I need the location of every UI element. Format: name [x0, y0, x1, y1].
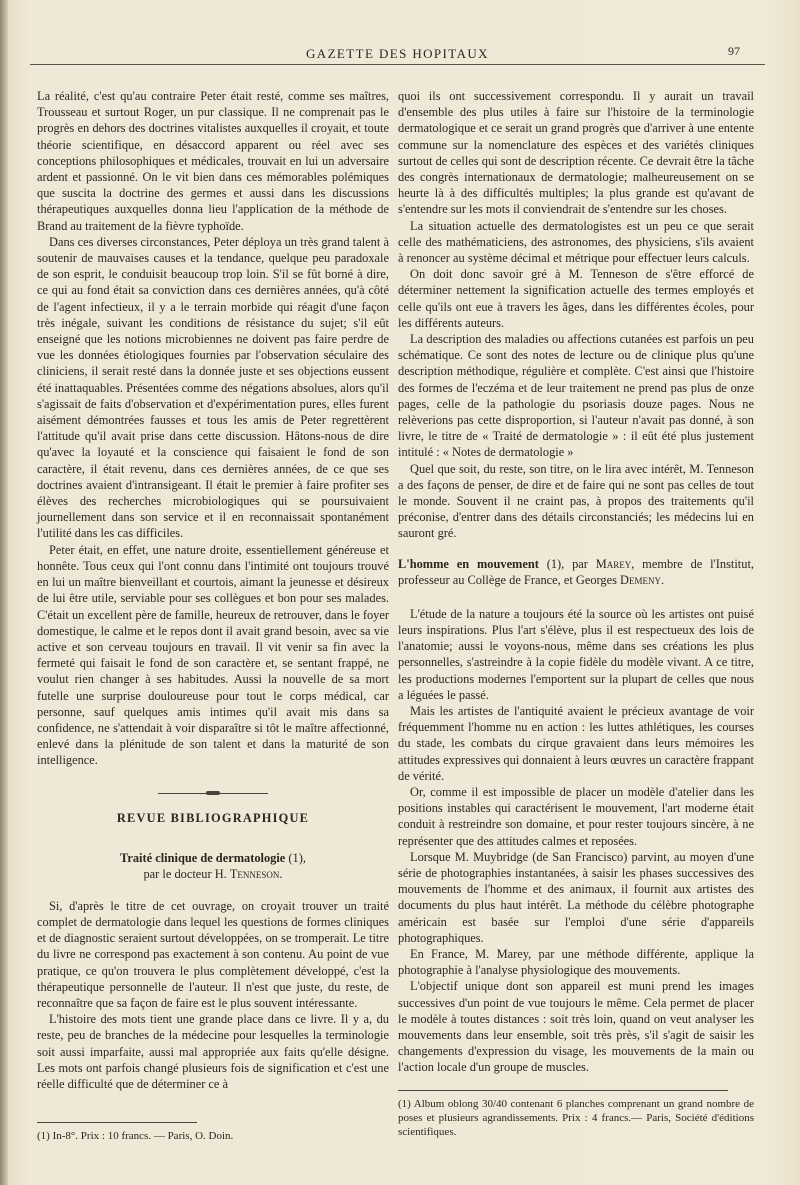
review-author: Demeny [620, 572, 661, 587]
paragraph: Peter était, en effet, une nature droite, essentiellement généreuse et honnête. Tous ceux qui l'ont connu dans l'intimité ont toujours trouvé en lui un maître bienveillant et courtois, aimant la jeunesse et désireux de lui être utile, serviable pour ses collègues et bon pour ses malades. C'était un excellent père de famille, heureux de retrouver, dans le foyer domestique, le calme et le repos dont il avait grand besoin, avec sa vie active et son cerveau toujours en travail. Il vit venir sa fin avec la fermeté qui faisait le fond de son caractère et, se sentant frappé, ne voulut rien changer à ses habitudes. Aussi la nouvelle de sa mort futelle une surprise douloureuse pour tout le corps médical, car personne, sauf quelques amis intimes qu'il avait mis dans sa confidence, ne s'attendait à voir disparaître si tôt le maître affectionné, enlevé dans la plénitude de son talent et dans la maturité de son intelligence. [37, 542, 389, 768]
left-column [37, 88, 389, 1143]
paragraph: L'objectif unique dont son appareil est muni prend les images successives d'un point de vue toujours le même. Cela permet de placer le modèle à toutes distances : soit très loin, quand on veut analyser les mouvements dans leur ensemble, soit très près, s'il s'agit de saisir les changements d'expression du visage, les mouvements de la main ou l'action locale d'un groupe de muscles. [398, 979, 754, 1075]
footnote: (1) In-8°. Prix : 10 francs. — Paris, O. Doin. [37, 1130, 234, 1143]
section-title: REVUE BIBLIOGRAPHIQUE [116, 810, 310, 825]
footnote: (1) Album oblong 30/40 contenant 6 planches comprenant un grand nombre de poses et plusieurs agrandissements. Prix : 4 francs.— Paris, Société d'éditions scientifiques. [398, 1097, 754, 1138]
review-author-end: . [661, 572, 665, 587]
running-title: GAZETTE DES HOPITAUX [306, 46, 489, 61]
paragraph: Quel que soit, du reste, son titre, on le lira avec intérêt, M. Tenneson a des façons de penser, de dire et de faire qui ne sont pas celles de tout le monde. Souvent il ne craint pas, à propos des traitements qu'il préconise, d'entrer dans des détails circonstanciés; les médecins lui en sauront gré. [398, 461, 754, 541]
paragraph: La description des maladies ou affections cutanées est parfois un peu schématique. Ce sont des notes de lecture ou de clinique plus qu'une description méthodique, régulière et complète. C'est ainsi que l'histoire des formes de l'eczéma et de leur traitement ne prend pas plus de onze pages, celle de la pathologie du psoriasis douze pages. Nous ne relèverions pas cette disproportion, si l'auteur n'avait pas donné, à son livre, le titre de « Traité de dermatologie » : il eût été plus justement intitulé : « Notes de dermatologie » [398, 332, 754, 460]
paragraph: En France, M. Marey, par une méthode différente, applique la photographie à l'analyse physiologique des mouvements. [398, 946, 754, 978]
review-title: L'homme en mouvement [398, 556, 539, 571]
paragraph: quoi ils ont successivement correspondu. Il y aurait un travail d'ensemble des plus utiles à faire sur l'histoire de la terminologie dermatologique et ce serait un grand progrès que d'arriver à une entente commune sur la nomenclature des espèces et des variétés cliniques surtout de celles qui sont de description récente. Ce devrait être la tâche des congrès internationaux de dermatologie; malheureusement on se heurte là à des difficultés multiples; la plus grande est qu'avant de s'entendre sur les mots il conviendrait de s'entendre sur les choses. [398, 89, 754, 217]
binding-spine [0, 0, 8, 1185]
footnote-rule [37, 1122, 197, 1123]
review-heading [398, 556, 754, 588]
paragraph: Si, d'après le titre de cet ouvrage, on croyait trouver un traité complet de dermatologie dans lequel les questions de formes cliniques et de diagnostic seraient surtout développées, on se tromperait. Le titre du livre ne correspond pas exactement à son contenu. Au point de vue pratique, ce qu'on trouvera le plus complètement développé, c'est la thérapeutique personnelle de l'auteur. Il n'est que juste, du reste, de reconnaître que sa façon de faire est le plus souvent intéressante. [37, 898, 389, 1010]
paragraph: Lorsque M. Muybridge (de San Francisco) parvint, au moyen d'une série de photographies instantanées, à saisir les phases successives des mouvements de l'homme et des animaux, il fournit aux artistes des documents du plus haut intérêt. La méthode du célèbre photographe américain est basée sur l'emploi d'une série d'appareils photographiques. [398, 849, 754, 945]
paragraph: La situation actuelle des dermatologistes est un peu ce que serait celle des mathématiciens, des astronomes, des physiciens, s'ils avaient à renoncer au système décimal et métrique pour effectuer leurs calculs. [398, 218, 754, 266]
review-author: Marey [595, 556, 632, 571]
paragraph: On doit donc savoir gré à M. Tenneson de s'être efforcé de déterminer nettement la signification actuelle des termes employés et celle qu'ils ont eue à travers les âges, dans les différentes écoles, pour les différents auteurs. [398, 267, 754, 330]
paragraph: Or, comme il est impossible de placer un modèle d'atelier dans les positions instables qui caractérisent le mouvement, l'art moderne était conduit à restreindre son domaine, et pour rester toujours sincère, à ne représenter que des attitudes calmes et reposées. [398, 784, 754, 848]
review-author-prefix: par le docteur H. [143, 866, 230, 881]
review-heading [37, 850, 389, 882]
paragraph: L'étude de la nature a toujours été la source où les artistes ont puisé leurs inspirations. Plus l'art s'élève, plus il est respectueux des lois de l'anatomie; aussi le voyons-nous, même dans ses créations les plus personnelles, s'astreindre à la copie fidèle du modèle vivant. A ce titre, les productions modernes l'emportent sur la plupart de celles que nous a léguées le passé. [398, 606, 754, 702]
paragraph: L'histoire des mots tient une grande place dans ce livre. Il y a, du reste, peu de branches de la médecine pour lesquelles la terminologie soit aussi imparfaite, aussi mal appropriée aux faits qu'elle désigne. Les mots ont parfois changé plusieurs fois de signification et c'est une réelle difficulté que de déterminer ce à [37, 1012, 389, 1091]
right-column [398, 88, 754, 1139]
paragraph: La réalité, c'est qu'au contraire Peter était resté, comme ses maîtres, Trousseau et surtout Roger, un pur classique. Il ne comprenait pas le progrès en dehors des doctrines vitalistes auxquelles il croyait, et toute théorie scientifique, en désaccord apparent ou réel avec ses conceptions philosophiques et médicales, trouvait en lui un adversaire ardent et passionné. On le vit bien dans ces mémorables polémiques que suscita la doctrine des germes et aussi dans les discussions thérapeutiques auxquelles donna lieu l'application de la méthode de Brand au traitement de la fièvre typhoïde. [37, 89, 389, 233]
footnote-mark: (1), par [538, 556, 596, 571]
review-author: Tenneson. [229, 866, 283, 881]
page-number: 97 [728, 44, 740, 58]
header-rule [30, 64, 765, 65]
footnote-rule [398, 1090, 728, 1091]
section-ornament [158, 793, 268, 794]
paragraph: Mais les artistes de l'antiquité avaient le précieux avantage de voir fréquemment l'homme nu en action : les luttes athlétiques, les courses du stade, les combats du cirque gravaient dans leurs mémoires les attitudes expressives qui donnaient à leurs œuvres un caractère frappant de vérité. [398, 703, 754, 783]
footnote-mark: (1), [285, 850, 306, 865]
paragraph: Dans ces diverses circonstances, Peter déploya un très grand talent à soutenir de mauvaises causes et la tendance, quelque peu paradoxale de son esprit, le conduisit beaucoup trop loin. S'il se fût borné à dire, ce qui au fond était sa conviction dans ces dernières années, qu'à côté de l'agent infectieux, il y a le terrain morbide qui réagit d'une façon très inégale, suivant les conditions de résistance du sujet; s'il eût enseigné que les notions microbiennes ne doivent pas faire perdre de vue les données étiologiques fournies par l'observation séculaire des cliniciens, il serait resté dans la donnée juste et ses objections eussent été inattaquables. Présentées comme des négations absolues, alors qu'il s'agissait de faits d'observation et d'expérimentation pures, elles furent aisément démontrées fausses et tous les amis de Peter regrettèrent l'attitude qu'il avait prise dans cette discussion. Hâtons-nous de dire qu'avec la loyauté et la conscience qui faisaient le fond de son caractère, il était revenu, dans ces dernières années, de ce que ses doctrines avaient d'intransigeant. Il était le premier à faire profiter ses élèves des recherches microbiologiques qui se poursuivaient journellement dans son service et il en reconnaissait spontanément l'utilité dans les cas difficiles. [37, 234, 389, 541]
review-title: Traité clinique de dermatologie [120, 850, 286, 865]
review-author-affiliation: , membre de l'Institut, professeur au Collège de France, et Georges [398, 556, 754, 587]
